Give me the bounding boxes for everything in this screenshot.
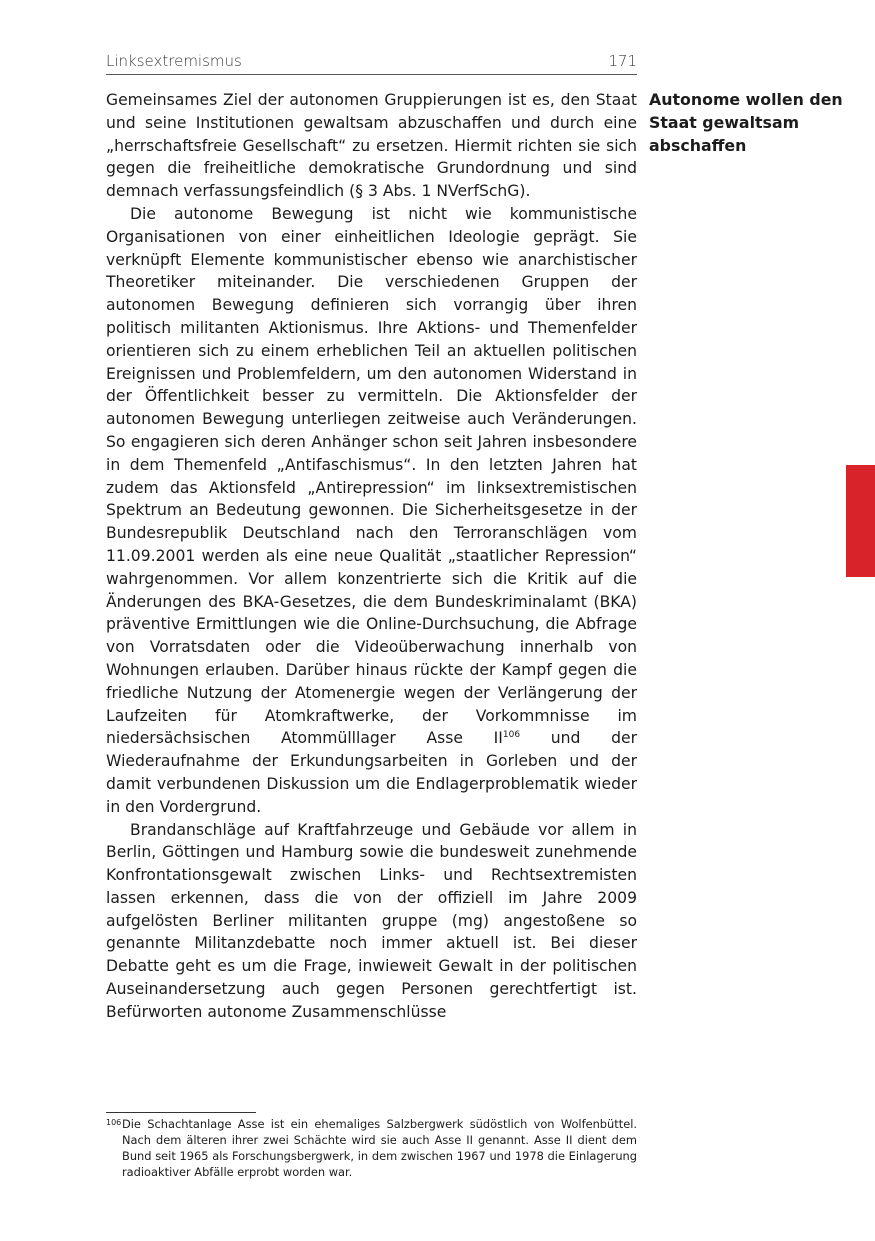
paragraph-1: Gemeinsames Ziel der autonomen Gruppierungen ist es, den Staat und seine Institutionen gewaltsam abzuschaffen und durch eine „herrschaftsfreie Gesellschaft“ zu ersetzen. Hiermit richten sie sich gegen die freiheitliche demokratische Grundordnung und sind demnach verfassungsfeindlich (§ 3 Abs. 1 NVerfSchG). [106,91,637,201]
footnote-rule [106,1112,256,1113]
body-text [106,89,637,1024]
page-header [106,50,637,72]
page-number: 171 [608,52,637,70]
chapter-thumb-tab [846,465,875,577]
running-title: Linksextremismus [106,52,242,70]
footnote-number: 106 [106,1118,122,1127]
footnote-reference: 106 [502,730,521,741]
footnote-text: Die Schachtanlage Asse ist ein ehemaliges Salzbergwerk südöstlich von Wolfenbüttel. Nach dem älteren ihrer zwei Schächte wird sie auch Asse II genannt. Asse II dient dem Bund seit 1965 als Forschungsbergwerk, in dem zwischen 1967 und 1978 die Einlagerung radioaktiver Abfälle erprobt worden war. [122,1117,637,1179]
paragraph-2-part-1: Die autonome Bewegung ist nicht wie kommunistische Organisationen von einer einheitlichen Ideologie geprägt. Sie verknüpft Elemente kommunistischer ebenso wie anarchistischer Theoretiker miteinander. Die verschiedenen Gruppen der autonomen Bewegung definieren sich vorrangig über ihren politisch militanten Aktionismus. Ihre Aktions- und Themenfelder orientieren sich zu einem erheblichen Teil an aktuellen politischen Ereignissen und Problemfeldern, um den autonomen Widerstand in der Öffentlichkeit besser zu vermitteln. Die Aktionsfelder der autonomen Bewegung unterliegen zeitweise auch Veränderungen. So engagieren sich deren Anhänger schon seit Jahren insbesondere in dem Themenfeld „Antifaschismus“. In den letzten Jahren hat zudem das Aktionsfeld „Antirepression“ im linksextremistischen Spektrum an Bedeutung gewonnen. Die Sicherheitsgesetze in der Bundesrepublik Deutschland nach den Terroranschlägen vom 11.09.2001 werden als eine neue Qualität „staatlicher Repression“ wahrgenommen. Vor allem konzentrierte sich die Kritik auf die Änderungen des BKA-Gesetzes, die dem Bundeskriminalamt (BKA) präventive Ermittlungen wie die Online-Durchsuchung, die Abfrage von Vorratsdaten oder die Videoüberwachung innerhalb von Wohnungen erlauben. Darüber hinaus rückte der Kampf gegen die friedliche Nutzung der Atomenergie wegen der Verlängerung der Laufzeiten für Atomkraftwerke, der Vorkommnisse im niedersächsischen Atommülllager Asse II [106,204,637,748]
footnote [106,1116,637,1180]
paragraph-3: Brandanschläge auf Kraftfahrzeuge und Gebäude vor allem in Berlin, Göttingen und Hamburg sowie die bundesweit zunehmende Konfrontationsgewalt zwischen Links- und Rechtsextremisten lassen erkennen, dass die von der offiziell im Jahre 2009 aufgelösten Berliner militanten gruppe (mg) angestoßene so genannte Militanzdebatte noch immer aktuell ist. Bei dieser Debatte geht es um die Frage, inwieweit Gewalt in der politischen Auseinandersetzung auch gegen Personen gerechtfertigt ist. Befürworten autonome Zusammenschlüsse [106,820,637,1021]
paragraph-2 [106,203,637,819]
header-rule [106,74,637,75]
paragraph-2-part-2: und der Wiederaufnahme der Erkundungsarbeiten in Gorleben und der damit verbundenen Diskussion um die Endlagerproblematik wieder in den Vordergrund. [106,729,638,816]
margin-note: Autonome wollen den Staat gewaltsam abschaffen [649,90,843,155]
